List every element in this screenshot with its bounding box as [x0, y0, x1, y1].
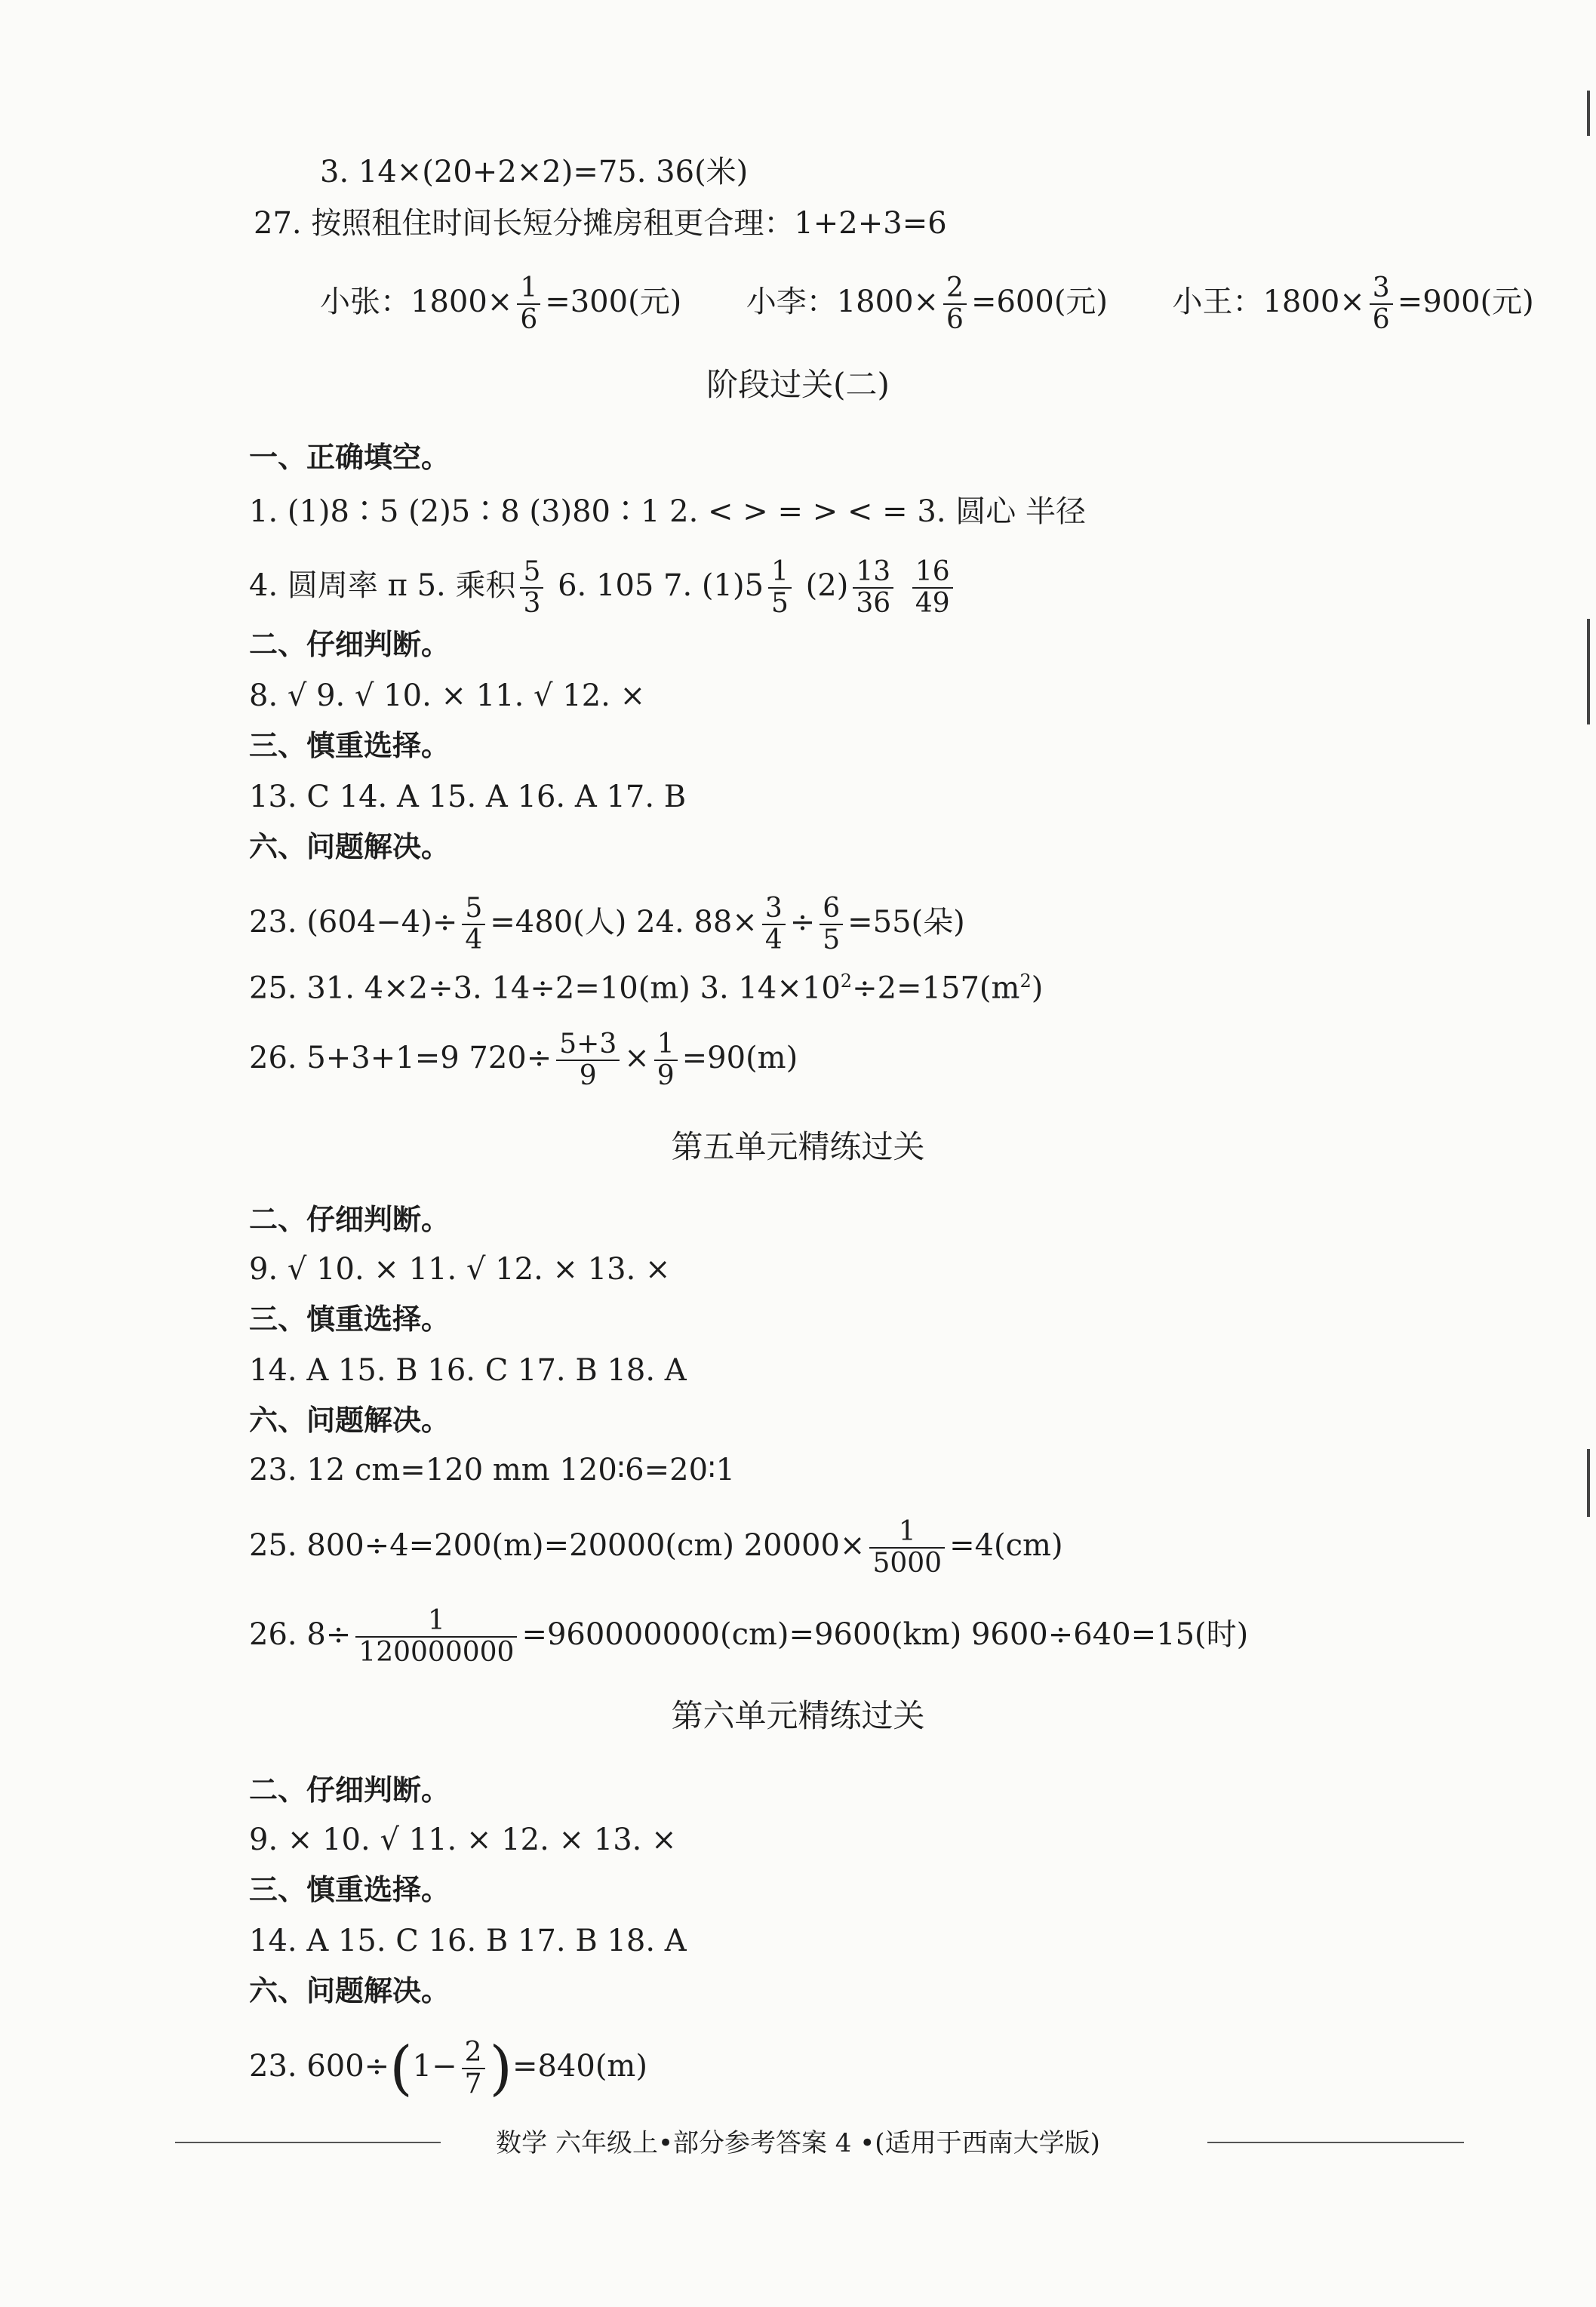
text: =480(人) 24. 88×: [490, 905, 758, 940]
section-heading: 二、仔细判断。: [249, 628, 451, 661]
text: 25. 31. 4×2÷3. 14÷2=10(m) 3. 14×10: [249, 970, 841, 1006]
numerator: 2: [943, 273, 967, 305]
denominator: 9: [657, 1060, 675, 1091]
top-line-2: 27. 按照租住时间长短分摊房租更合理：1+2+3=6: [254, 206, 947, 241]
text: =960000000(cm)=9600(km) 9600÷640=15(时): [521, 1617, 1249, 1652]
text: ×: [624, 1041, 650, 1075]
answer-row: 23. 12 cm=120 mm 120∶6=20∶1: [249, 1453, 735, 1487]
denominator: 3: [523, 588, 541, 619]
answer-row: [249, 1517, 1063, 1579]
text: 1−: [412, 2049, 457, 2084]
fraction: [355, 1606, 517, 1668]
fraction: [762, 894, 786, 955]
text: =300(元): [545, 285, 682, 319]
superscript: 2: [840, 970, 853, 992]
text: 25. 800÷4=200(m)=20000(cm) 20000×: [249, 1528, 866, 1563]
numerator: 6: [820, 894, 843, 925]
answer-row: 9. √ 10. × 11. √ 12. × 13. ×: [249, 1252, 671, 1287]
text: 23. (604−4)÷: [249, 905, 458, 940]
answer-row: [249, 894, 965, 955]
section-title: 第六单元精练过关: [671, 1697, 925, 1734]
section-heading: 六、问题解决。: [249, 1404, 451, 1437]
fraction: [768, 557, 792, 619]
text: =55(朵): [847, 905, 965, 940]
text: (2): [805, 568, 849, 603]
fraction: [556, 1029, 620, 1091]
fraction: [462, 894, 485, 955]
text: 小王：1800×: [1172, 285, 1365, 319]
denominator: 5: [771, 588, 789, 619]
fraction: [912, 557, 953, 619]
numerator: 5+3: [556, 1029, 620, 1061]
numerator: 1: [517, 273, 540, 305]
answer-row: 1. (1)8∶5 (2)5∶8 (3)80∶1 2. < > = > < = 3. 圆心 半径: [249, 494, 1087, 529]
numerator: 1: [768, 557, 792, 589]
denominator: 4: [465, 924, 483, 955]
numerator: 1: [654, 1029, 678, 1061]
numerator: 16: [912, 557, 953, 589]
answer-row: [249, 557, 958, 619]
fraction: [820, 894, 843, 955]
answer-row: 14. A 15. C 16. B 17. B 18. A: [249, 1924, 687, 1958]
denominator: 49: [915, 588, 950, 619]
numerator: 3: [1370, 273, 1393, 305]
answer-row: [249, 2035, 647, 2102]
section-heading: 二、仔细判断。: [249, 1773, 451, 1807]
answer-row: 13. C 14. A 15. A 16. A 17. B: [249, 780, 687, 814]
text: ÷2=157(m: [852, 970, 1020, 1006]
scan-edge-mark: [1587, 619, 1590, 724]
text: =900(元): [1397, 285, 1534, 319]
page-footer: 数学 六年级上•部分参考答案 4 •(适用于西南大学版): [496, 2128, 1100, 2158]
numerator: 1: [355, 1606, 517, 1638]
denominator: 6: [520, 304, 538, 335]
numerator: 13: [853, 557, 893, 589]
section-heading: 六、问题解决。: [249, 1974, 451, 2007]
text: ): [1031, 970, 1044, 1006]
section-heading: 一、正确填空。: [249, 441, 451, 474]
denominator: 6: [1372, 304, 1390, 335]
text: 小李：1800×: [746, 285, 939, 319]
fraction: [517, 273, 540, 335]
section-heading: 三、慎重选择。: [249, 1873, 451, 1906]
section-title: 阶段过关(二): [706, 366, 890, 403]
text: =4(cm): [949, 1528, 1063, 1563]
answer-row: [249, 963, 1043, 1006]
text: ÷: [789, 905, 816, 940]
fraction: [869, 1517, 945, 1579]
denominator: 6: [946, 304, 964, 335]
numerator: 5: [462, 894, 485, 925]
denominator: 7: [464, 2069, 482, 2099]
top-line-1: 3. 14×(20+2×2)=75. 36(米): [320, 155, 749, 189]
answer-row: 14. A 15. B 16. C 17. B 18. A: [249, 1353, 687, 1388]
text: 6. 105 7. (1)5: [558, 568, 764, 603]
denominator: 5: [823, 924, 841, 955]
text: 小张：1800×: [320, 285, 513, 319]
denominator: 9: [579, 1060, 597, 1091]
fraction: [943, 273, 967, 335]
denominator: 36: [856, 588, 891, 619]
footer-rule-right: [1207, 2142, 1464, 2143]
numerator: 5: [520, 557, 543, 589]
denominator: 120000000: [358, 1637, 515, 1668]
fraction: [654, 1029, 678, 1091]
answer-row: 9. × 10. √ 11. × 12. × 13. ×: [249, 1823, 677, 1857]
fraction: [853, 557, 893, 619]
text: =840(m): [512, 2049, 647, 2084]
fraction: [462, 2038, 485, 2099]
left-paren: (: [389, 2035, 413, 2102]
superscript: 2: [1019, 970, 1032, 992]
fraction: [1370, 273, 1393, 335]
text: 23. 600÷: [249, 2049, 390, 2084]
numerator: 2: [462, 2038, 485, 2069]
text: =90(m): [681, 1041, 798, 1075]
right-paren: ): [489, 2035, 512, 2102]
text: 4. 圆周率 π 5. 乘积: [249, 568, 516, 603]
section-title: 第五单元精练过关: [671, 1128, 925, 1165]
text: 26. 8÷: [249, 1617, 352, 1652]
text: 26. 5+3+1=9 720÷: [249, 1041, 552, 1075]
scan-edge-mark: [1587, 91, 1590, 136]
numerator: 1: [869, 1517, 945, 1549]
section-heading: 六、问题解决。: [249, 830, 451, 863]
answer-row: [249, 1606, 1248, 1668]
answer-row: [249, 1029, 798, 1091]
section-heading: 三、慎重选择。: [249, 1303, 451, 1336]
text: =600(元): [970, 285, 1109, 319]
scan-edge-mark: [1587, 1449, 1590, 1517]
answer-row: 8. √ 9. √ 10. × 11. √ 12. ×: [249, 678, 646, 713]
fraction: [520, 557, 543, 619]
top-line-3: [320, 273, 1534, 335]
denominator: 4: [764, 924, 783, 955]
section-heading: 二、仔细判断。: [249, 1203, 451, 1236]
section-heading: 三、慎重选择。: [249, 729, 451, 762]
numerator: 3: [762, 894, 786, 925]
denominator: 5000: [872, 1548, 943, 1579]
